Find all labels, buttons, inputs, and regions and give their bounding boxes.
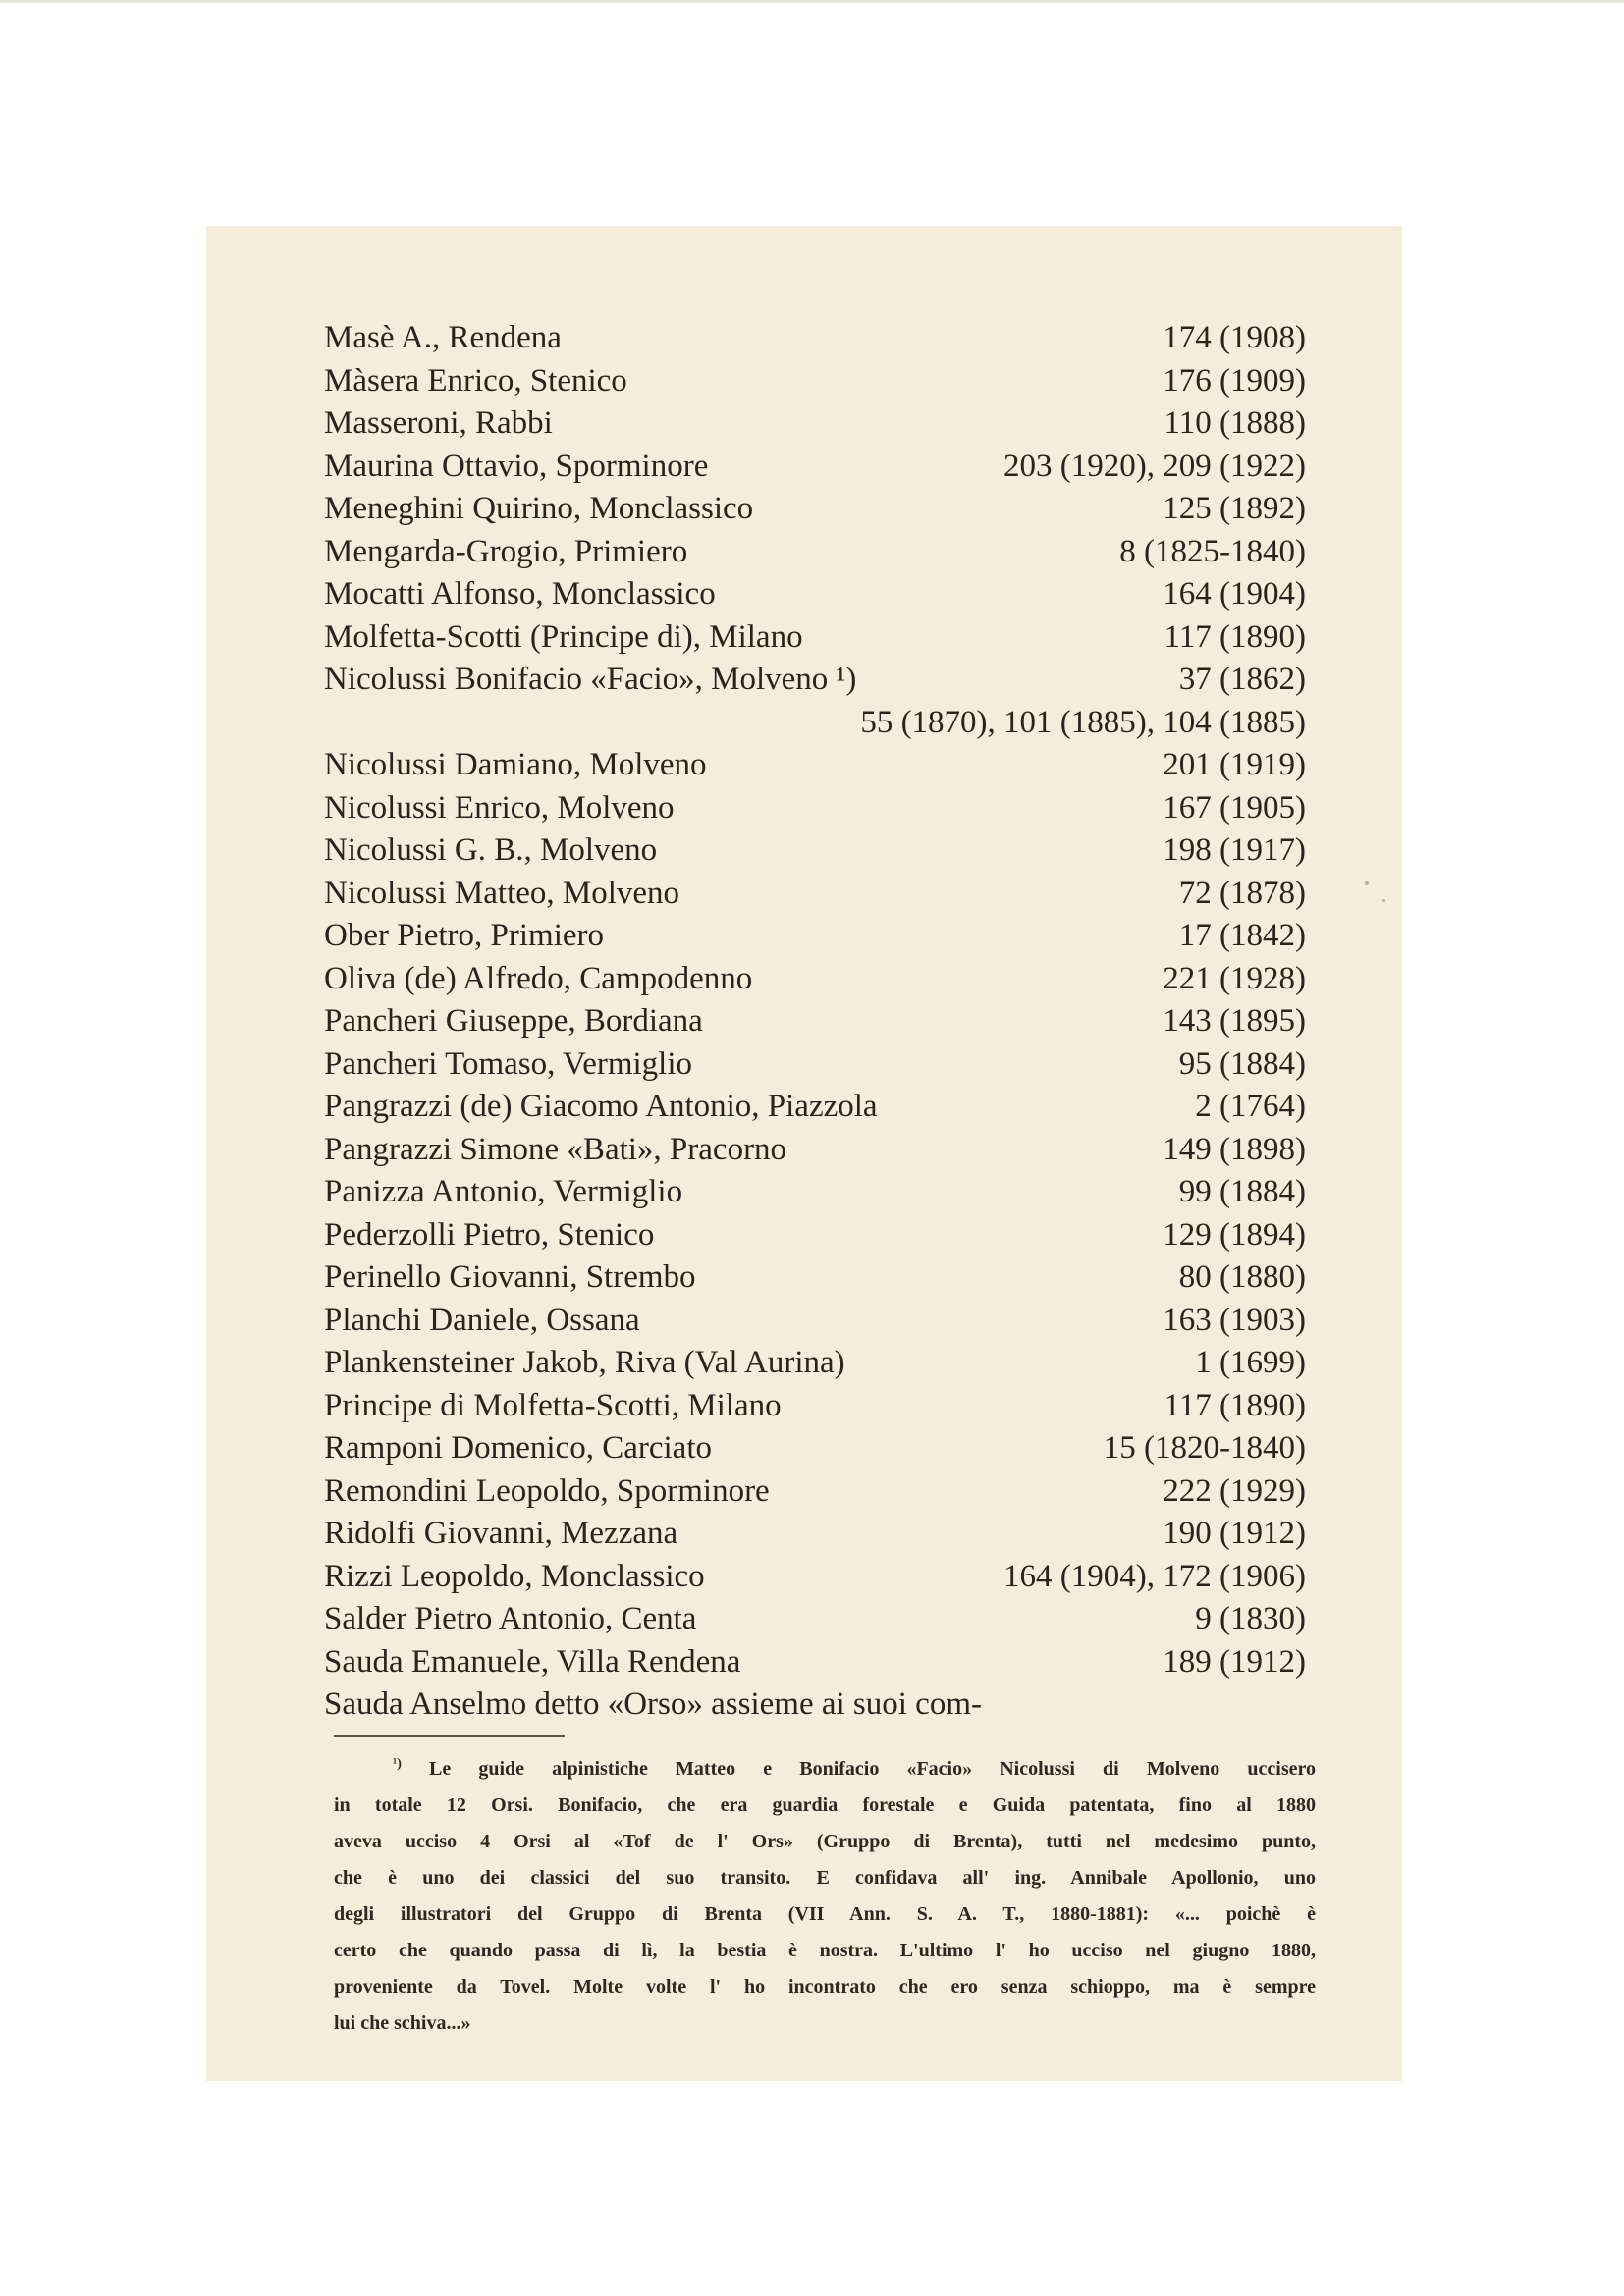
entry-name: Pancheri Giuseppe, Bordiana	[324, 1003, 703, 1039]
footnote-text: degli illustratori del Gruppo di Brenta (VII Ann. S. A. T., 1880-1881): «... poichè è	[334, 1903, 1316, 1925]
entry-references: 55 (1870), 101 (1885), 104 (1885)	[860, 704, 1306, 740]
index-entry	[324, 1255, 1306, 1299]
document-page	[206, 226, 1402, 2081]
footnote-text: che è uno dei classici del suo transito. E confidava all' ing. Annibale Apollonio, uno	[334, 1867, 1316, 1889]
index-entry	[324, 530, 1306, 573]
index-entry	[324, 1170, 1306, 1213]
entry-references: 167 (1905)	[1163, 789, 1306, 826]
footnote-line	[334, 1824, 1316, 1860]
paper-speck	[1382, 899, 1385, 902]
footnote	[334, 1751, 1316, 2042]
footnote-line	[334, 2005, 1316, 2042]
entry-references: 221 (1928)	[1163, 960, 1306, 996]
entry-name: Molfetta-Scotti (Principe di), Milano	[324, 618, 803, 655]
entry-references: 95 (1884)	[1178, 1045, 1306, 1082]
entry-name: Mengarda-Grogio, Primiero	[324, 533, 688, 569]
entry-name: Pangrazzi (de) Giacomo Antonio, Piazzola	[324, 1089, 878, 1124]
footnote-line	[334, 1860, 1316, 1896]
index-entry	[324, 445, 1306, 488]
entry-references: 117 (1890)	[1164, 1387, 1306, 1423]
index-entry	[324, 1512, 1306, 1555]
entry-references: 37 (1862)	[1178, 662, 1306, 697]
index-entry	[324, 1555, 1306, 1598]
entry-name: Pancheri Tomaso, Vermiglio	[324, 1045, 693, 1082]
index-entry	[324, 828, 1306, 872]
scan-top-edge	[0, 0, 1624, 3]
footnote-separator	[334, 1735, 565, 1737]
entry-name: Mocatti Alfonso, Monclassico	[324, 576, 716, 612]
footnote-text: certo che quando passa di lì, la bestia è nostra. L'ultimo l' ho ucciso nel giugno 1880,	[334, 1940, 1316, 1961]
entry-references: 176 (1909)	[1163, 362, 1306, 399]
index-entry	[324, 1085, 1306, 1128]
entry-name: Masseroni, Rabbi	[324, 405, 553, 441]
entry-name: Nicolussi G. B., Molveno	[324, 832, 658, 868]
index-entry	[324, 1384, 1306, 1427]
entry-name: Nicolussi Enrico, Molveno	[324, 789, 675, 826]
entry-name: Nicolussi Matteo, Molveno	[324, 875, 680, 911]
entry-name: Plankensteiner Jakob, Riva (Val Aurina)	[324, 1345, 845, 1380]
entry-references: 164 (1904)	[1163, 576, 1306, 612]
entry-name: Pangrazzi Simone «Bati», Pracorno	[324, 1131, 787, 1167]
entry-name: Maurina Ottavio, Sporminore	[324, 448, 709, 484]
index-entry	[324, 658, 1306, 701]
entry-references: 9 (1830)	[1195, 1601, 1306, 1636]
entry-references: 110 (1888)	[1164, 405, 1306, 441]
footnote-line	[334, 1969, 1316, 2005]
entry-references: 164 (1904), 172 (1906)	[1003, 1558, 1306, 1594]
entry-references: 15 (1820-1840)	[1103, 1430, 1306, 1466]
entry-name: Pederzolli Pietro, Stenico	[324, 1216, 655, 1253]
index-entry	[324, 487, 1306, 530]
index-entry	[324, 1128, 1306, 1171]
entry-name: Nicolussi Damiano, Molveno	[324, 747, 707, 782]
paper-speck	[1365, 881, 1369, 885]
index-entry	[324, 316, 1306, 359]
footnote-text: proveniente da Tovel. Molte volte l' ho incontrato che ero senza schioppo, ma è sempre	[334, 1976, 1316, 1998]
index-entry	[324, 1426, 1306, 1469]
footnote-line	[334, 1751, 1316, 1788]
index-entry	[324, 957, 1306, 1000]
index-entry	[324, 701, 1306, 744]
footnote-line	[334, 1788, 1316, 1824]
index-entry	[324, 872, 1306, 915]
entry-name: Ridolfi Giovanni, Mezzana	[324, 1516, 678, 1551]
entry-name: Màsera Enrico, Stenico	[324, 362, 627, 399]
entry-name: Planchi Daniele, Ossana	[324, 1302, 640, 1338]
entry-name: Meneghini Quirino, Monclassico	[324, 491, 754, 526]
entry-name: Ramponi Domenico, Carciato	[324, 1430, 712, 1466]
footnote-mark: ¹)	[393, 1756, 402, 1772]
index-entry	[324, 1213, 1306, 1256]
entry-name: Sauda Anselmo detto «Orso» assieme ai suoi com-	[324, 1686, 982, 1722]
entry-name: Masè A., Rendena	[324, 320, 562, 355]
entry-name: Remondini Leopoldo, Sporminore	[324, 1472, 770, 1509]
entry-references: 129 (1894)	[1163, 1216, 1306, 1253]
index-entry	[324, 786, 1306, 829]
entry-references: 80 (1880)	[1178, 1259, 1306, 1295]
entry-references: 1 (1699)	[1195, 1345, 1306, 1380]
entry-name: Rizzi Leopoldo, Monclassico	[324, 1558, 705, 1594]
index-entry	[324, 743, 1306, 786]
entry-name: Ober Pietro, Primiero	[324, 918, 605, 953]
entry-references: 174 (1908)	[1163, 320, 1306, 355]
entry-name: Sauda Emanuele, Villa Rendena	[324, 1643, 741, 1680]
entry-references: 8 (1825-1840)	[1119, 533, 1306, 569]
entry-references: 143 (1895)	[1163, 1003, 1306, 1039]
index-entry	[324, 999, 1306, 1042]
index-list	[206, 226, 1402, 1722]
index-entry	[324, 359, 1306, 402]
entry-references: 17 (1842)	[1178, 918, 1306, 953]
footnote-line	[334, 1896, 1316, 1933]
index-entry	[324, 1597, 1306, 1640]
footnote-text: aveva ucciso 4 Orsi al «Tof de l' Ors» (Gruppo di Brenta), tutti nel medesimo punto,	[334, 1831, 1316, 1852]
entry-name: Panizza Antonio, Vermiglio	[324, 1174, 683, 1209]
index-entry	[324, 1042, 1306, 1086]
index-entry	[324, 572, 1306, 615]
index-entry	[324, 1640, 1306, 1683]
footnote-text: in totale 12 Orsi. Bonifacio, che era guardia forestale e Guida patentata, fino al 1880	[334, 1794, 1316, 1816]
footnote-text: Le guide alpinistiche Matteo e Bonifacio «Facio» Nicolussi di Molveno uccisero	[428, 1758, 1316, 1780]
entry-references: 99 (1884)	[1178, 1174, 1306, 1209]
index-entry	[324, 1469, 1306, 1513]
entry-references: 201 (1919)	[1163, 747, 1306, 782]
entry-references: 2 (1764)	[1195, 1089, 1306, 1124]
entry-references: 190 (1912)	[1163, 1516, 1306, 1551]
index-entry	[324, 615, 1306, 659]
index-entry	[324, 914, 1306, 957]
index-entry	[324, 1299, 1306, 1342]
entry-references: 117 (1890)	[1164, 618, 1306, 655]
index-entry	[324, 1682, 1306, 1726]
index-entry	[324, 1341, 1306, 1384]
entry-name: Perinello Giovanni, Strembo	[324, 1259, 696, 1295]
entry-references: 72 (1878)	[1178, 875, 1306, 911]
entry-references: 125 (1892)	[1163, 491, 1306, 526]
entry-references: 222 (1929)	[1163, 1472, 1306, 1509]
entry-name: Nicolussi Bonifacio «Facio», Molveno ¹)	[324, 662, 857, 697]
footnote-line	[334, 1933, 1316, 1969]
entry-references: 198 (1917)	[1163, 832, 1306, 868]
entry-references: 149 (1898)	[1163, 1131, 1306, 1167]
entry-name: Salder Pietro Antonio, Centa	[324, 1601, 697, 1636]
entry-references: 163 (1903)	[1163, 1302, 1306, 1338]
entry-references: 189 (1912)	[1163, 1643, 1306, 1680]
entry-references: 203 (1920), 209 (1922)	[1003, 448, 1306, 484]
entry-name: Principe di Molfetta-Scotti, Milano	[324, 1387, 782, 1423]
index-entry	[324, 401, 1306, 445]
footnote-text: lui che schiva...»	[334, 2012, 471, 2034]
entry-name: Oliva (de) Alfredo, Campodenno	[324, 960, 753, 996]
